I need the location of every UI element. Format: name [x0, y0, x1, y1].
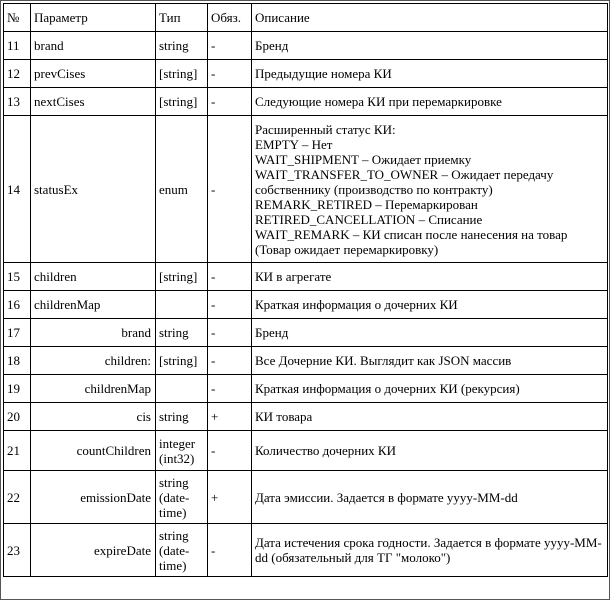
row-desc: Бренд [252, 32, 608, 60]
row-param: countChildren [31, 431, 156, 471]
row-num: 23 [4, 524, 31, 577]
type-line: time) [159, 504, 187, 520]
row-required: - [208, 88, 252, 116]
header-required: Обяз. [208, 4, 252, 32]
row-desc: Дата эмиссии. Задается в формате yyyy-MM-dd [252, 471, 608, 524]
row-param: expireDate [31, 524, 156, 577]
header-desc: Описание [252, 4, 608, 32]
row-type: [string] [156, 60, 208, 88]
row-desc: Краткая информация о дочерних КИ (рекурсия) [252, 375, 608, 403]
type-line: (int32) [159, 450, 195, 466]
type-line: (date- [159, 542, 190, 558]
row-num: 21 [4, 431, 31, 471]
table-row [4, 32, 608, 60]
row-param: emissionDate [31, 471, 156, 524]
table-row [4, 347, 608, 375]
type-line: time) [159, 557, 187, 573]
row-desc: Бренд [252, 319, 608, 347]
row-param: children: [31, 347, 156, 375]
row-required: - [208, 524, 252, 577]
table-row [4, 116, 608, 263]
row-required: + [208, 403, 252, 431]
row-type [156, 431, 208, 471]
row-num: 20 [4, 403, 31, 431]
row-type [156, 471, 208, 524]
header-param: Параметр [31, 4, 156, 32]
row-required: - [208, 319, 252, 347]
row-desc: Следующие номера КИ при перемаркировке [252, 88, 608, 116]
row-required: - [208, 263, 252, 291]
table-row [4, 263, 608, 291]
row-param: prevCises [31, 60, 156, 88]
type-line: (date- [159, 489, 190, 505]
row-param: brand [31, 32, 156, 60]
desc-line: Расширенный статус КИ: [255, 121, 396, 137]
row-required: - [208, 116, 252, 263]
row-desc [252, 116, 608, 263]
row-required: - [208, 32, 252, 60]
table-row [4, 319, 608, 347]
type-line: string [159, 474, 189, 490]
table-row [4, 431, 608, 471]
row-required: - [208, 431, 252, 471]
row-type: [string] [156, 347, 208, 375]
desc-line: EMPTY – Нет [255, 136, 333, 152]
table-row [4, 291, 608, 319]
row-desc: Количество дочерних КИ [252, 431, 608, 471]
table-row [4, 524, 608, 577]
row-num: 14 [4, 116, 31, 263]
table-row [4, 88, 608, 116]
row-num: 16 [4, 291, 31, 319]
row-param: statusEx [31, 116, 156, 263]
table-row [4, 375, 608, 403]
row-desc: Предыдущие номера КИ [252, 60, 608, 88]
row-param: cis [31, 403, 156, 431]
desc-line: REMARK_RETIRED – Перемаркирован [255, 196, 478, 212]
row-required: - [208, 291, 252, 319]
row-num: 22 [4, 471, 31, 524]
row-desc: Дата истечения срока годности. Задается в формате yyyy-MM-dd (обязательный для ТГ "молоко") [252, 524, 608, 577]
row-num: 13 [4, 88, 31, 116]
row-param: brand [31, 319, 156, 347]
row-type: string [156, 403, 208, 431]
table-header-row [4, 4, 608, 32]
parameters-table [3, 3, 608, 577]
row-type: string [156, 319, 208, 347]
row-num: 17 [4, 319, 31, 347]
row-desc: КИ товара [252, 403, 608, 431]
desc-line: RETIRED_CANCELLATION – Списание [255, 211, 483, 227]
row-param: childrenMap [31, 375, 156, 403]
table-row [4, 403, 608, 431]
row-type: [string] [156, 88, 208, 116]
row-type [156, 524, 208, 577]
desc-line: WAIT_REMARK – КИ списан после нанесения на товар (Товар ожидает перемаркировку) [255, 226, 568, 257]
row-desc: Все Дочерние КИ. Выглядит как JSON массив [252, 347, 608, 375]
row-type: string [156, 32, 208, 60]
row-type: [string] [156, 263, 208, 291]
desc-line: WAIT_SHIPMENT – Ожидает приемку [255, 151, 472, 167]
row-desc: Краткая информация о дочерних КИ [252, 291, 608, 319]
table-row [4, 60, 608, 88]
header-type: Тип [156, 4, 208, 32]
row-num: 11 [4, 32, 31, 60]
row-num: 18 [4, 347, 31, 375]
row-type [156, 375, 208, 403]
row-type [156, 291, 208, 319]
row-param: nextCises [31, 88, 156, 116]
row-param: children [31, 263, 156, 291]
row-desc: КИ в агрегате [252, 263, 608, 291]
row-required: - [208, 347, 252, 375]
row-required: - [208, 60, 252, 88]
type-line: integer [159, 435, 196, 451]
desc-line: WAIT_TRANSFER_TO_OWNER – Ожидает передачу собственнику (производство по контракту) [255, 166, 554, 197]
table-row [4, 471, 608, 524]
row-num: 15 [4, 263, 31, 291]
row-required: - [208, 375, 252, 403]
type-line: string [159, 527, 189, 543]
row-param: childrenMap [31, 291, 156, 319]
row-num: 12 [4, 60, 31, 88]
header-num: № [4, 4, 31, 32]
row-type: enum [156, 116, 208, 263]
row-required: + [208, 471, 252, 524]
row-num: 19 [4, 375, 31, 403]
